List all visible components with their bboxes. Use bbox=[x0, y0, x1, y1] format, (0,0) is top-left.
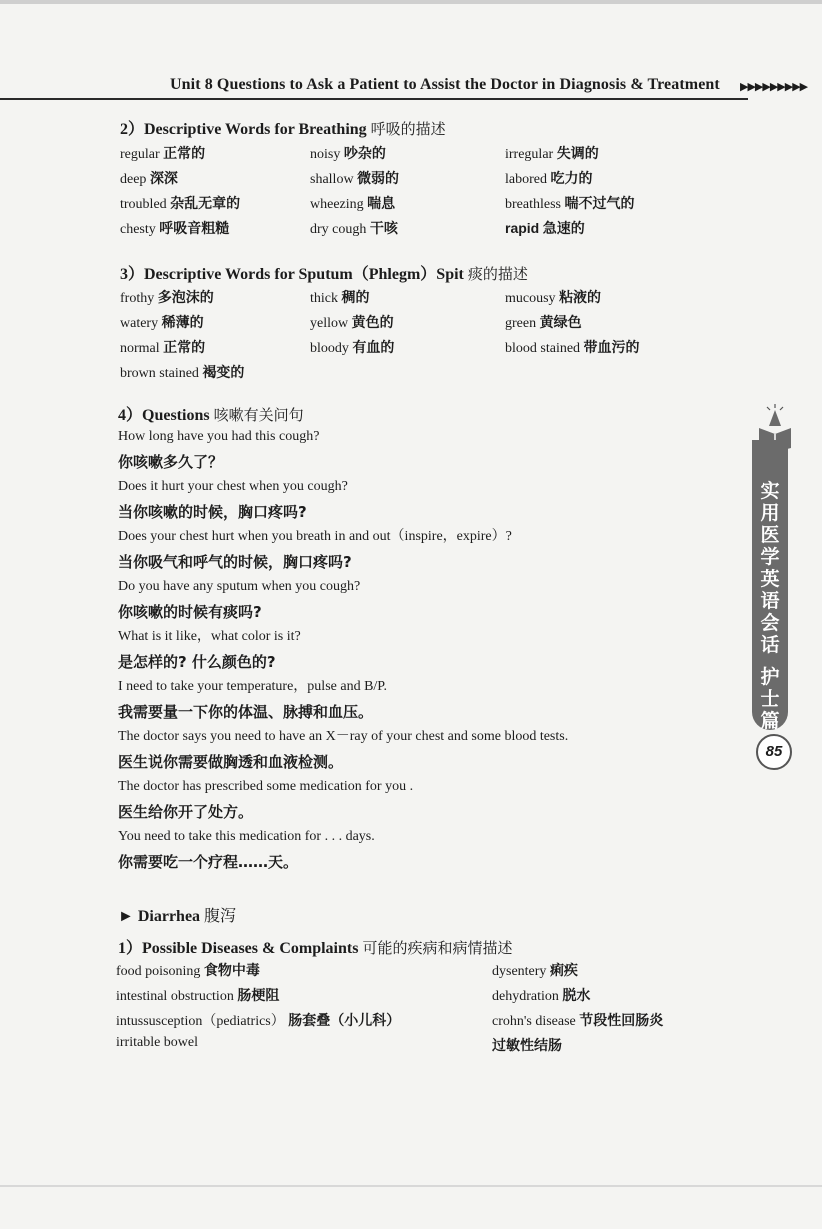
word-entry: normal 正常的 bbox=[120, 340, 206, 356]
word-entry: deep 深深 bbox=[120, 171, 178, 187]
sputum-row bbox=[120, 312, 700, 337]
question-zh: 医生给你开了处方。 bbox=[118, 803, 254, 821]
question-en: The doctor says you need to have an X－ray of your chest and some blood tests. bbox=[118, 729, 569, 744]
side-tab-char: 语 bbox=[760, 590, 780, 612]
bottom-rule bbox=[0, 1185, 822, 1187]
breathing-section-title bbox=[120, 116, 446, 139]
breathing-title-zh: 呼吸的描述 bbox=[370, 120, 446, 138]
page-top-edge bbox=[0, 0, 822, 4]
word-entry: noisy 吵杂的 bbox=[310, 146, 386, 162]
word-entry: breathless 喘不过气的 bbox=[505, 196, 635, 212]
word-entry: thick 稠的 bbox=[310, 290, 370, 306]
side-tab-text bbox=[752, 480, 788, 732]
word-entry: rapid 急速的 bbox=[505, 220, 585, 237]
side-tab-char: 篇 bbox=[760, 710, 780, 732]
running-header bbox=[0, 70, 822, 100]
diarrhea-subtitle-en: 1）Possible Diseases & Complaints bbox=[118, 940, 359, 957]
side-tab-char: 实 bbox=[760, 480, 780, 502]
question-en: The doctor has prescribed some medication for you . bbox=[118, 779, 414, 794]
word-entry: watery 稀薄的 bbox=[120, 315, 204, 331]
sputum-section-title bbox=[120, 261, 528, 284]
breathing-title-en: 2）Descriptive Words for Breathing bbox=[120, 121, 367, 138]
diarrhea-row bbox=[116, 1035, 716, 1060]
word-entry: intestinal obstruction 肠梗阻 bbox=[116, 988, 280, 1004]
word-entry: troubled 杂乱无章的 bbox=[120, 196, 241, 212]
side-tab-char: 学 bbox=[760, 546, 780, 568]
word-entry: intussusception（pediatrics） 肠套叠（小儿科） bbox=[116, 1013, 401, 1029]
question-zh: 医生说你需要做胸透和血液检测。 bbox=[118, 753, 344, 771]
question-zh: 当你吸气和呼气的时候，胸口疼吗? bbox=[118, 553, 352, 571]
question-en: I need to take your temperature，pulse and B/P. bbox=[118, 679, 388, 694]
question-en: Does it hurt your chest when you cough? bbox=[118, 479, 348, 494]
diarrhea-word-grid bbox=[116, 960, 716, 1060]
question-zh: 我需要量一下你的体温、脉搏和血压。 bbox=[118, 703, 374, 721]
side-tab-char: 用 bbox=[760, 502, 780, 524]
question-en: How long have you had this cough? bbox=[118, 429, 320, 444]
sputum-title-en: 3）Descriptive Words for Sputum（Phlegm）Spit bbox=[120, 266, 464, 283]
sputum-row bbox=[120, 337, 700, 362]
side-tab-char: 士 bbox=[760, 688, 780, 710]
word-entry: irritable bowel bbox=[116, 1035, 199, 1050]
side-tab-char bbox=[752, 656, 788, 666]
diarrhea-heading bbox=[118, 903, 236, 926]
question-zh: 你需要吃一个疗程……天。 bbox=[118, 853, 299, 871]
word-entry: brown stained 褐变的 bbox=[120, 365, 245, 381]
word-entry: mucousy 粘液的 bbox=[505, 290, 602, 306]
word-entry: food poisoning 食物中毒 bbox=[116, 963, 260, 979]
question-en: Does your chest hurt when you breath in and out（inspire，expire）? bbox=[118, 529, 512, 544]
sputum-row bbox=[120, 287, 700, 312]
word-entry: blood stained 带血污的 bbox=[505, 340, 640, 356]
diarrhea-heading-en: ► Diarrhea bbox=[118, 908, 201, 925]
header-title: Unit 8 Questions to Ask a Patient to Assist the Doctor in Diagnosis & Treatment bbox=[170, 76, 720, 93]
page-number: 85 bbox=[756, 734, 792, 770]
diarrhea-row bbox=[116, 1010, 716, 1035]
word-entry: dysentery 痢疾 bbox=[492, 963, 578, 979]
word-entry: labored 吃力的 bbox=[505, 171, 593, 187]
side-tab bbox=[752, 440, 788, 730]
questions-section-title bbox=[118, 402, 304, 425]
header-arrows-icon: ▶▶▶▶▶▶▶▶▶ bbox=[740, 81, 808, 93]
word-entry: wheezing 喘息 bbox=[310, 196, 396, 212]
question-en: What is it like，what color is it? bbox=[118, 629, 301, 644]
word-entry: dry cough 干咳 bbox=[310, 221, 398, 237]
question-zh: 你咳嗽的时候有痰吗? bbox=[118, 603, 262, 621]
diarrhea-row bbox=[116, 985, 716, 1010]
questions-title-en: 4）Questions bbox=[118, 407, 210, 424]
diarrhea-row bbox=[116, 960, 716, 985]
questions-title-zh: 咳嗽有关问句 bbox=[213, 406, 304, 424]
word-entry: shallow 微弱的 bbox=[310, 171, 400, 187]
word-entry: dehydration 脱水 bbox=[492, 988, 591, 1004]
question-zh: 你咳嗽多久了？ bbox=[118, 453, 224, 471]
sputum-word-grid bbox=[120, 287, 700, 387]
header-rule bbox=[0, 98, 748, 100]
word-entry: crohn's disease 节段性回肠炎 bbox=[492, 1013, 664, 1029]
word-entry: frothy 多泡沫的 bbox=[120, 290, 214, 306]
side-tab-char: 护 bbox=[760, 666, 780, 688]
side-tab-char: 会 bbox=[760, 612, 780, 634]
question-zh: 是怎样的? 什么颜色的? bbox=[118, 653, 276, 671]
side-tab-char: 话 bbox=[760, 634, 780, 656]
breathing-row bbox=[120, 193, 700, 218]
word-entry: irregular 失调的 bbox=[505, 146, 599, 162]
question-zh: 当你咳嗽的时候，胸口疼吗? bbox=[118, 503, 307, 521]
side-tab-char: 英 bbox=[760, 568, 780, 590]
diarrhea-subtitle-zh: 可能的疾病和病情描述 bbox=[362, 939, 513, 957]
question-en: You need to take this medication for . . . days. bbox=[118, 829, 375, 844]
word-entry: chesty 呼吸音粗糙 bbox=[120, 221, 230, 237]
sputum-row bbox=[120, 362, 700, 387]
side-tab-char: 医 bbox=[760, 524, 780, 546]
question-en: Do you have any sputum when you cough? bbox=[118, 579, 361, 594]
word-entry: 过敏性结肠 bbox=[492, 1038, 562, 1054]
breathing-word-grid bbox=[120, 143, 700, 243]
diarrhea-subtitle bbox=[118, 935, 512, 958]
word-entry: bloody 有血的 bbox=[310, 340, 395, 356]
questions-list bbox=[118, 425, 718, 875]
breathing-row bbox=[120, 168, 700, 193]
word-entry: green 黄绿色 bbox=[505, 315, 582, 331]
breathing-row bbox=[120, 143, 700, 168]
word-entry: yellow 黄色的 bbox=[310, 315, 394, 331]
diarrhea-heading-zh: 腹泻 bbox=[204, 906, 237, 925]
sputum-title-zh: 痰的描述 bbox=[467, 265, 528, 283]
breathing-row bbox=[120, 218, 700, 243]
word-entry: regular 正常的 bbox=[120, 146, 206, 162]
